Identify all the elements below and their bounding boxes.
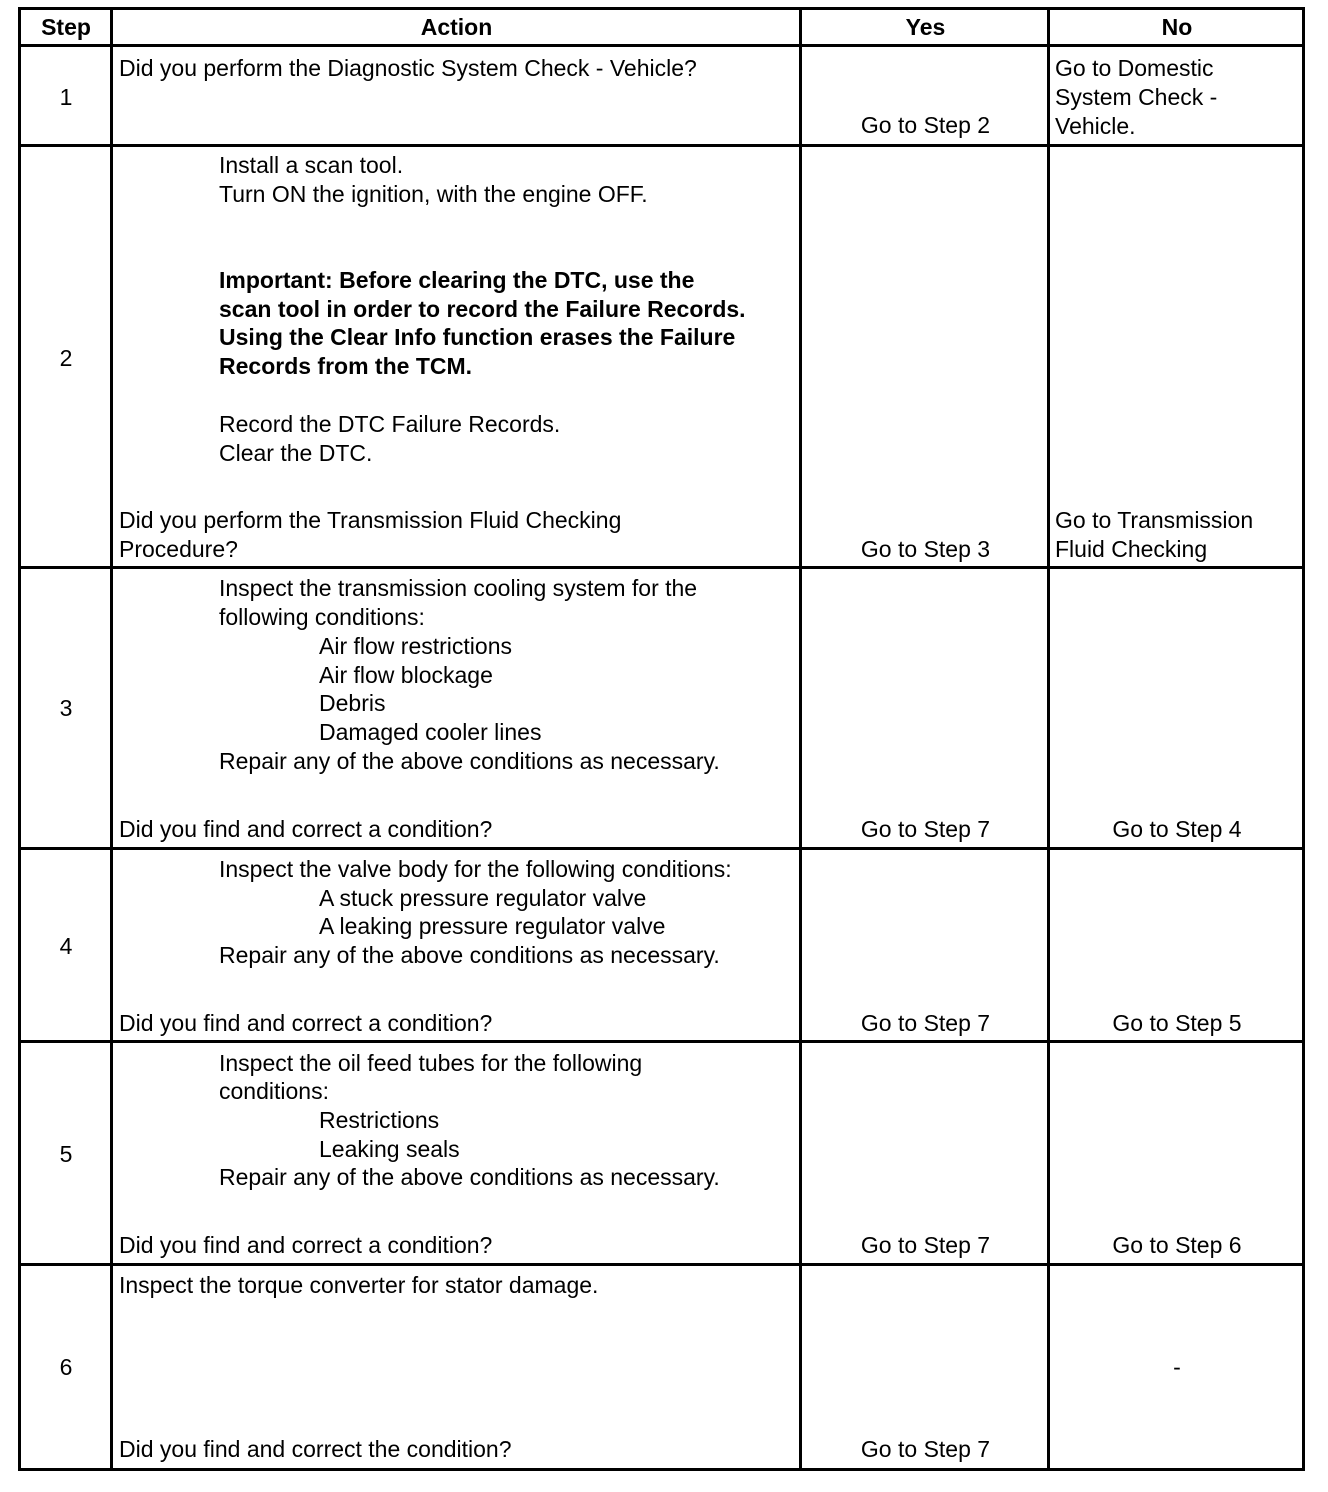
row-divider [18, 566, 1305, 569]
step-number: 5 [59, 1141, 73, 1167]
question: Did you find and correct a condition? [119, 1010, 493, 1036]
instruction: Repair any of the above conditions as necessary. [219, 942, 720, 968]
important-note: scan tool in order to record the Failure Records. [219, 296, 746, 322]
step-number: 1 [59, 84, 73, 110]
step-number: 6 [59, 1354, 73, 1380]
no-action: - [1173, 1354, 1181, 1380]
row-divider [18, 1040, 1305, 1043]
question: Procedure? [119, 536, 238, 562]
instruction: Inspect the torque converter for stator damage. [119, 1272, 599, 1298]
header-step: Step [41, 14, 91, 40]
no-action: Go to Step 4 [1112, 816, 1242, 842]
question: Did you find and correct the condition? [119, 1436, 512, 1462]
no-action-line: Fluid Checking [1055, 536, 1208, 562]
question: Did you perform the Diagnostic System Check - Vehicle? [119, 55, 697, 81]
important-note: Using the Clear Info function erases the Failure [219, 324, 736, 350]
row-divider [18, 1263, 1305, 1266]
instruction: conditions: [219, 1078, 329, 1104]
condition-item: Air flow restrictions [319, 633, 512, 659]
yes-action: Go to Step 7 [860, 816, 991, 842]
instruction: Repair any of the above conditions as necessary. [219, 748, 720, 774]
condition-item: A stuck pressure regulator valve [319, 885, 647, 911]
yes-action: Go to Step 7 [860, 1436, 991, 1462]
instruction: Inspect the valve body for the following conditions: [219, 856, 732, 882]
header-no: No [1161, 14, 1193, 40]
important-note: Records from the TCM. [219, 353, 473, 379]
yes-action: Go to Step 7 [860, 1010, 991, 1036]
row-divider [18, 847, 1305, 850]
row-divider [18, 144, 1305, 147]
yes-action: Go to Step 2 [860, 112, 991, 138]
condition-item: Leaking seals [319, 1136, 460, 1162]
no-action-line: Go to Domestic [1055, 55, 1214, 81]
condition-item: Restrictions [319, 1107, 440, 1133]
no-action-line: System Check - [1055, 84, 1218, 110]
row-divider [18, 44, 1305, 47]
condition-item: Air flow blockage [319, 662, 493, 688]
step-number: 4 [59, 933, 73, 959]
instruction: Repair any of the above conditions as necessary. [219, 1164, 720, 1190]
question: Did you find and correct a condition? [119, 816, 493, 842]
instruction: Clear the DTC. [219, 440, 373, 466]
instruction: Inspect the oil feed tubes for the following [219, 1050, 643, 1076]
instruction: Turn ON the ignition, with the engine OFF. [219, 181, 648, 207]
no-action: Go to Step 5 [1112, 1010, 1242, 1036]
instruction: Record the DTC Failure Records. [219, 411, 561, 437]
question: Did you find and correct a condition? [119, 1232, 493, 1258]
yes-action: Go to Step 7 [860, 1232, 991, 1258]
header-yes: Yes [905, 14, 946, 40]
instruction: Install a scan tool. [219, 152, 404, 178]
important-note: Important: Before clearing the DTC, use the [219, 267, 695, 293]
column-divider [110, 7, 113, 1471]
instruction: Inspect the transmission cooling system for the [219, 575, 698, 601]
no-action: Go to Step 6 [1112, 1232, 1242, 1258]
no-action-line: Go to Transmission [1055, 507, 1254, 533]
condition-item: Debris [319, 690, 386, 716]
yes-action: Go to Step 3 [860, 536, 991, 562]
condition-item: A leaking pressure regulator valve [319, 913, 666, 939]
step-number: 2 [59, 345, 73, 371]
instruction: following conditions: [219, 604, 425, 630]
condition-item: Damaged cooler lines [319, 719, 542, 745]
step-number: 3 [59, 695, 73, 721]
question: Did you perform the Transmission Fluid Checking [119, 507, 622, 533]
no-action-line: Vehicle. [1055, 113, 1136, 139]
header-action: Action [420, 14, 493, 40]
column-divider [799, 7, 802, 1471]
